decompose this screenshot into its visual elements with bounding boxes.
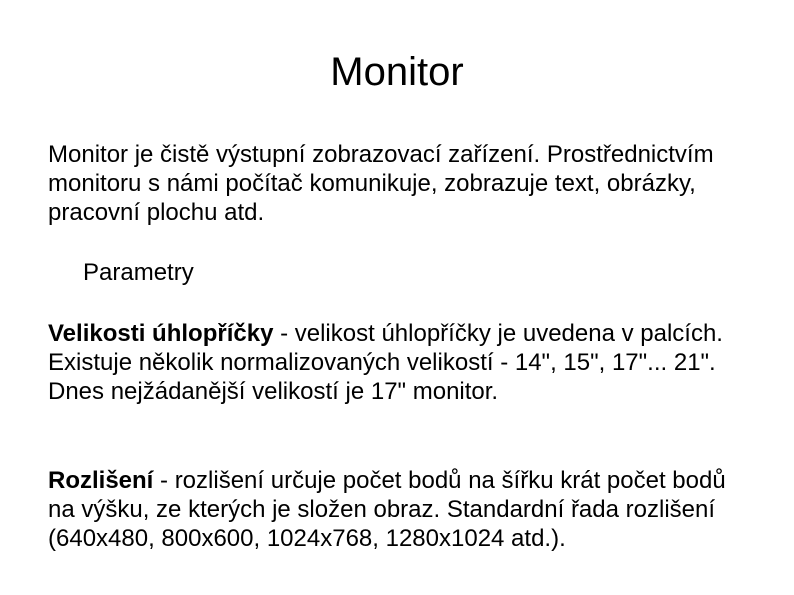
parameter-item-diagonal [48, 319, 748, 406]
slide-title-text: Monitor [330, 50, 464, 94]
parameter-item-resolution [48, 466, 748, 553]
parameter-term: Velikosti úhlopříčky [48, 320, 274, 347]
parameter-description: - velikost úhlopříčky je uvedena v palcích. Existuje několik normalizovaných velikostí - 14", 15", 17"... 21". Dnes nejžádanější velikostí je 17" monitor. [48, 320, 723, 405]
parameter-description: - rozlišení určuje počet bodů na šířku krát počet bodů na výšku, ze kterých je složen obraz. Standardní řada rozlišení (640x480, 800x600, 1024x768, 1280x1024 atd.). [48, 467, 726, 552]
parameter-term: Rozlišení [48, 467, 154, 494]
slide-title [0, 48, 794, 96]
intro-paragraph: Monitor je čistě výstupní zobrazovací zařízení. Prostřednictvím monitoru s námi počítač komunikuje, zobrazuje text, obrázky, pracovní plochu atd. [48, 141, 714, 226]
section-heading: Parametry [83, 259, 194, 286]
